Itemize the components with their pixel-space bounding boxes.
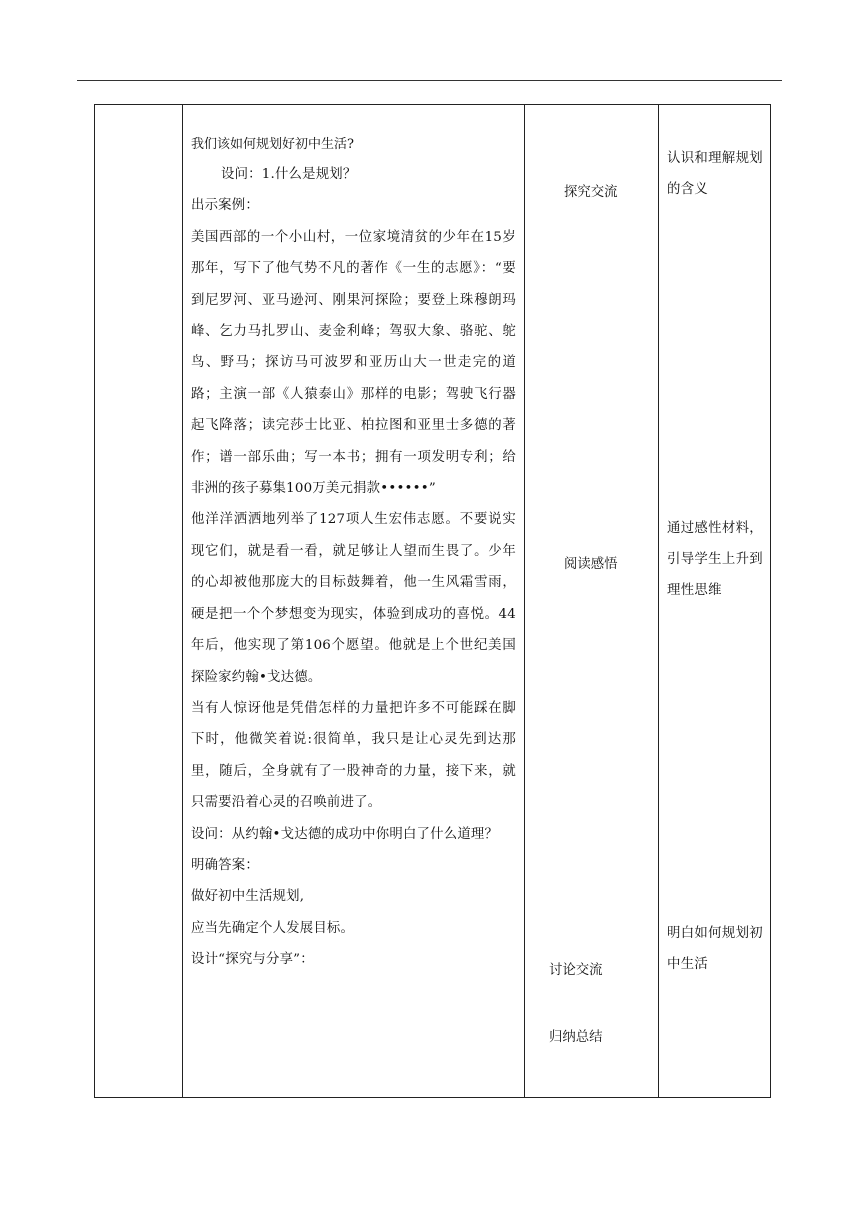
header-rule (77, 80, 782, 81)
content-paragraph: 美国西部的一个小山村，一位家境清贫的少年在15岁那年，写下了他气势不凡的著作《一生的志愿》：“要到尼罗河、亚马逊河、刚果河探险；要登上珠穆朗玛峰、乞力马扎罗山、麦金利峰；驾驭大象、骆驼、鸵鸟、野马；探访马可波罗和亚历山大一世走完的道路；主演一部《人猿泰山》那样的电影；驾驶飞行器起飞降落；读完莎士比亚、柏拉图和亚里士多德的著作；谱一部乐曲；写一本书；拥有一项发明专利；给非洲的孩子募集100万美元捐款••••••” (191, 229, 516, 497)
design-intent-text: 通过感性材料，引导学生上升到理性思维 (667, 521, 763, 598)
content-line: 做好初中生活规划, (191, 889, 305, 905)
content-line: 明确答案： (191, 857, 259, 873)
content-line: 设计“探究与分享”： (191, 952, 314, 968)
content-paragraph: 当有人惊讶他是凭借怎样的力量把许多不可能踩在脚下时，他微笑着说:很简单，我只是让心灵先到达那里，随后，全身就有了一股神奇的力量，接下来，就只需要沿着心灵的召唤前进了。 (191, 700, 516, 811)
content-line: 应当先确定个人发展目标。 (191, 920, 355, 936)
activity-label: 讨论交流 (549, 963, 603, 978)
activity-cell (525, 105, 659, 1098)
content-line: 出示案例： (191, 198, 259, 214)
lesson-plan-table (94, 104, 771, 1098)
teaching-content-cell (183, 105, 525, 1098)
design-intent-cell (659, 105, 771, 1098)
design-intent-text: 明白如何规划初中生活 (667, 926, 763, 972)
content-line: 我们该如何规划好初中生活? (191, 137, 354, 152)
content-paragraph: 他洋洋洒洒地列举了127项人生宏伟志愿。不要说实现它们，就是看一看，就足够让人望而生畏了。少年的心却被他那庞大的目标鼓舞着，他一生风霜雪雨，硬是把一个个梦想变为现实，体验到成功的喜悦。44年后，他实现了第106个愿望。他就是上个世纪美国探险家约翰•戈达德。 (191, 512, 516, 685)
content-line: 设问：1.什么是规划？ (221, 167, 357, 182)
activity-label: 探究交流 (564, 185, 618, 200)
content-paragraph: 设问：从约翰•戈达德的成功中你明白了什么道理？ (191, 826, 499, 842)
design-intent-text: 认识和理解规划的含义 (667, 151, 763, 197)
activity-label: 阅读感悟 (564, 557, 618, 572)
activity-label: 归纳总结 (549, 1030, 603, 1045)
blank-column-cell (95, 105, 183, 1098)
